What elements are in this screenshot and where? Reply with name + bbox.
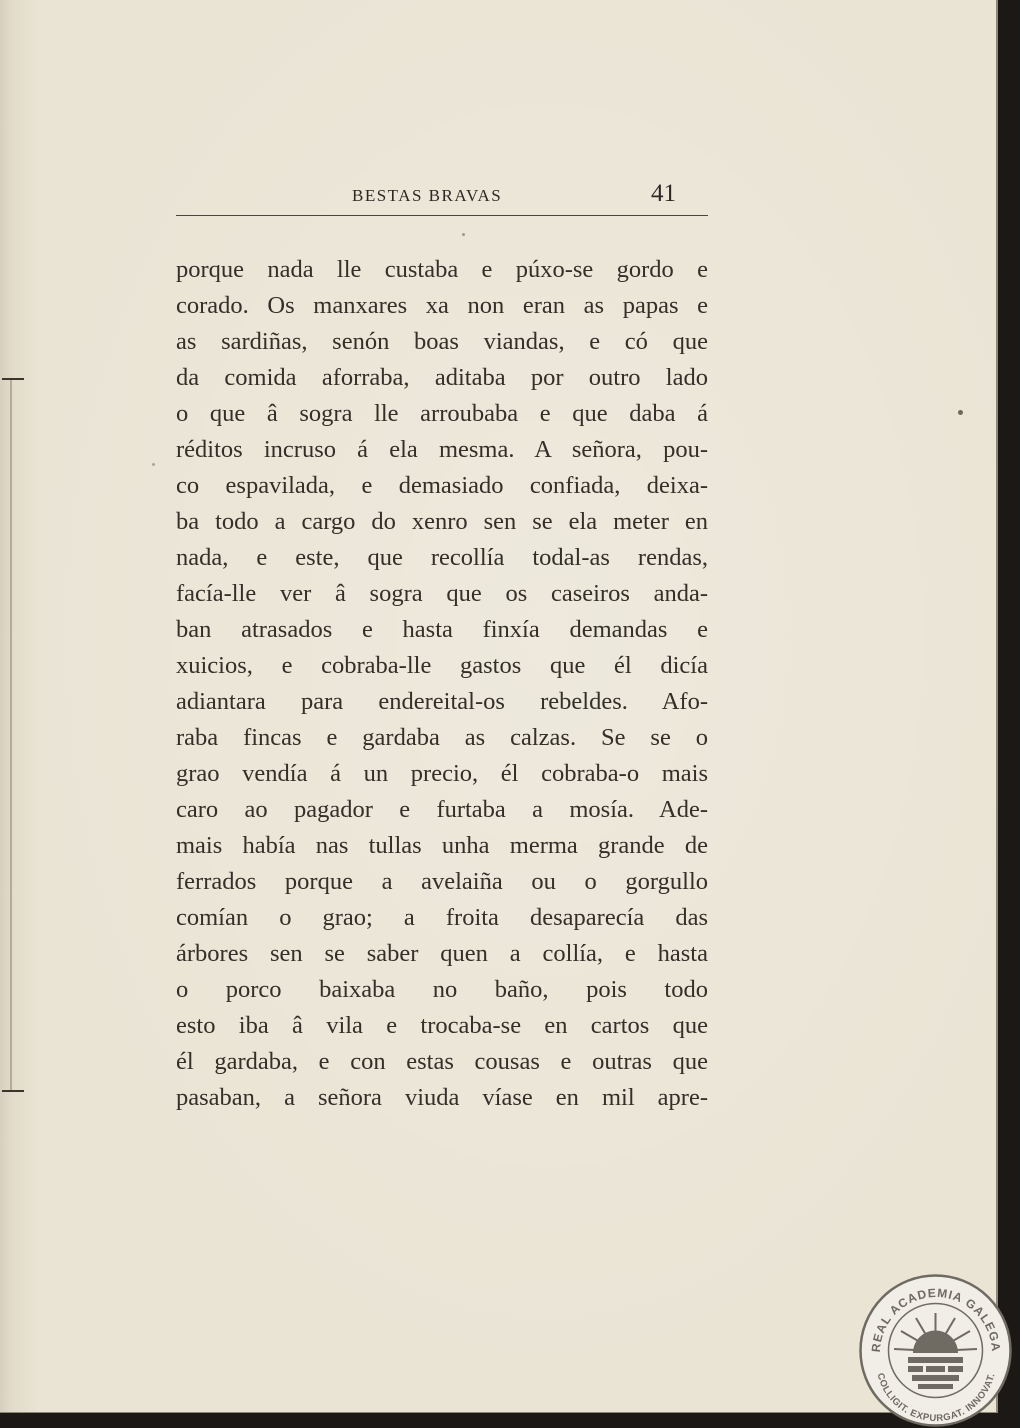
text-line: nada, e este, que recollía todal-as rendas, bbox=[176, 544, 708, 571]
running-head: BESTAS BRAVAS bbox=[352, 186, 503, 205]
text-line: o que â sogra lle arroubaba e que daba á bbox=[176, 400, 708, 427]
text-line: adiantara para endereital-os rebeldes. Afo- bbox=[176, 688, 708, 715]
text-line: él gardaba, e con estas cousas e outras que bbox=[176, 1048, 708, 1075]
binding-stitch-top bbox=[2, 378, 24, 380]
text-line: réditos incruso á ela mesma. A señora, pou- bbox=[176, 436, 708, 463]
text-line: ban atrasados e hasta finxía demandas e bbox=[176, 616, 708, 643]
text-line: ferrados porque a avelaiña ou o gorgullo bbox=[176, 868, 708, 895]
text-line: grao vendía á un precio, él cobraba-o mais bbox=[176, 760, 708, 787]
text-line: pasaban, a señora viuda víase en mil apre- bbox=[176, 1084, 708, 1111]
binding-thread bbox=[10, 380, 12, 1090]
text-line: as sardiñas, senón boas viandas, e có que bbox=[176, 328, 708, 355]
text-line: porque nada lle custaba e púxo-se gordo e bbox=[176, 256, 708, 283]
text-line: mais había nas tullas unha merma grande de bbox=[176, 832, 708, 859]
text-line: caro ao pagador e furtaba a mosía. Ade- bbox=[176, 796, 708, 823]
text-line: o porco baixaba no baño, pois todo bbox=[176, 976, 708, 1003]
text-line: comían o grao; a froita desaparecía das bbox=[176, 904, 708, 931]
text-line: árbores sen se saber quen a collía, e hasta bbox=[176, 940, 708, 967]
text-line: da comida aforraba, aditaba por outro lado bbox=[176, 364, 708, 391]
body-text bbox=[176, 252, 708, 1116]
page-gutter bbox=[0, 0, 24, 1412]
paper-speck bbox=[958, 410, 963, 415]
text-line: ba todo a cargo do xenro sen se ela meter en bbox=[176, 508, 708, 535]
text-line: corado. Os manxares xa non eran as papas e bbox=[176, 292, 708, 319]
academy-seal-stamp bbox=[858, 1273, 1013, 1428]
page-header bbox=[176, 178, 708, 218]
paper-speck bbox=[152, 463, 155, 466]
text-line: raba fincas e gardaba as calzas. Se se o bbox=[176, 724, 708, 751]
header-rule bbox=[176, 215, 708, 216]
binding-stitch-bottom bbox=[2, 1090, 24, 1092]
seal-bottom-text: COLLIGIT. EXPURGAT. INNOVAT. bbox=[874, 1371, 998, 1425]
text-line: xuicios, e cobraba-lle gastos que él dicía bbox=[176, 652, 708, 679]
text-line: co espavilada, e demasiado confiada, deixa- bbox=[176, 472, 708, 499]
text-line: facía-lle ver â sogra que os caseiros anda- bbox=[176, 580, 708, 607]
text-line: esto iba â vila e trocaba-se en cartos que bbox=[176, 1012, 708, 1039]
page-number: 41 bbox=[651, 180, 676, 207]
paper-speck bbox=[462, 233, 465, 236]
seal-top-text: REAL ACADEMIA GALEGA bbox=[868, 1285, 1004, 1353]
